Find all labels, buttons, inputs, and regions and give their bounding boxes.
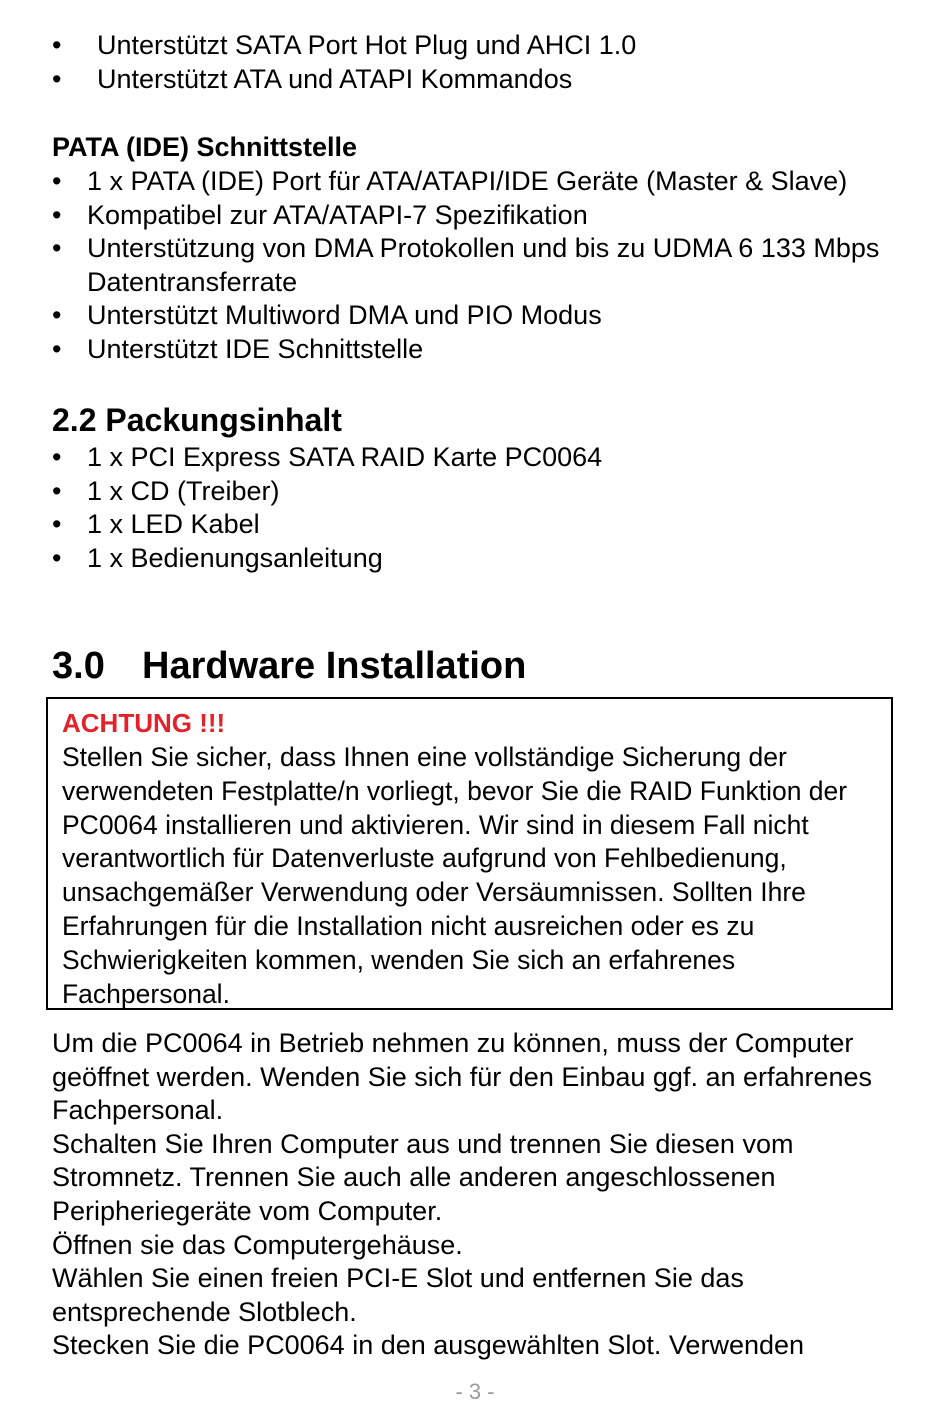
bullet-icon: •: [52, 333, 62, 364]
warning-box: [46, 697, 893, 1010]
bullet-icon: •: [52, 166, 62, 196]
list-item: [52, 441, 912, 475]
section-title: Hardware Installation: [142, 645, 527, 687]
list-item: [52, 232, 912, 299]
list-item-text: Unterstützt IDE Schnittstelle: [87, 333, 424, 364]
bullet-icon: •: [52, 300, 62, 331]
list-item: [52, 63, 912, 97]
installation-instructions: [52, 1027, 922, 1363]
bullet-icon: •: [52, 475, 62, 506]
package-contents-heading: 2.2 Packungsinhalt: [52, 402, 342, 438]
bullet-icon: •: [52, 30, 62, 60]
section-number: 3.0: [52, 645, 105, 687]
bullet-icon: •: [52, 509, 62, 540]
list-item-text: 1 x LED Kabel: [87, 509, 260, 540]
list-item-text: Unterstützt SATA Port Hot Plug und AHCI 1.0: [97, 30, 637, 60]
bullet-icon: •: [52, 233, 62, 264]
list-item-text: 1 x PATA (IDE) Port für ATA/ATAPI/IDE Geräte (Master & Slave): [87, 166, 848, 196]
paragraph: Wählen Sie einen freien PCI-E Slot und entfernen Sie das entsprechende Slotblech.: [52, 1263, 744, 1327]
list-item-text: 1 x CD (Treiber): [87, 475, 280, 506]
list-item: [52, 299, 912, 333]
sata-feature-list: [52, 29, 912, 96]
list-item: [52, 333, 912, 367]
bullet-icon: •: [52, 542, 62, 573]
list-item-text: Unterstützt ATA und ATAPI Kommandos: [97, 63, 573, 94]
page-number: - 3 -: [455, 1379, 495, 1404]
list-item: [52, 475, 912, 509]
list-item: [52, 542, 912, 576]
paragraph: Schalten Sie Ihren Computer aus und trennen Sie diesen vom Stromnetz. Trennen Sie auch alle anderen angeschlossenen Peripheriegeräte vom Computer.: [52, 1128, 794, 1226]
bullet-icon: •: [52, 63, 62, 94]
list-item-text: Unterstützung von DMA Protokollen und bis zu UDMA 6 133 Mbps Datentransferrate: [87, 233, 880, 297]
hardware-installation-heading: [52, 643, 526, 689]
bullet-icon: •: [52, 442, 62, 472]
list-item-text: 1 x PCI Express SATA RAID Karte PC0064: [87, 442, 603, 472]
list-item: [52, 508, 912, 542]
pata-section-heading: PATA (IDE) Schnittstelle: [52, 132, 358, 162]
warning-text: Stellen Sie sicher, dass Ihnen eine vollständige Sicherung der verwendeten Festplatte/n vorliegt, bevor Sie die RAID Funktion der PC0064 installieren und aktivieren. Wir sind in diesem Fall nicht verantwortlich für Datenverluste aufgrund von Fehlbedienung, unsachgemäßer Verwendung oder Versäumnissen. Sollten Ihre Erfahrungen für die Installation nicht ausreichen oder es zu Schwierigkeiten kommen, wenden Sie sich an erfahrenes Fachpersonal.: [62, 742, 848, 1009]
paragraph: Öffnen sie das Computergehäuse.: [52, 1229, 463, 1260]
list-item-text: Unterstützt Multiword DMA und PIO Modus: [87, 300, 602, 331]
list-item: [52, 165, 912, 199]
list-item: [52, 199, 912, 233]
paragraph: Um die PC0064 in Betrieb nehmen zu können, muss der Computer geöffnet werden. Wenden Sie sich für den Einbau ggf. an erfahrenes Fachpersonal.: [52, 1028, 873, 1126]
bullet-icon: •: [52, 199, 62, 230]
package-contents-list: [52, 441, 912, 575]
pata-feature-list: [52, 165, 912, 367]
list-item-text: Kompatibel zur ATA/ATAPI-7 Spezifikation: [87, 199, 588, 230]
warning-title: ACHTUNG !!!: [62, 708, 226, 738]
paragraph: Stecken Sie die PC0064 in den ausgewählten Slot. Verwenden: [52, 1330, 805, 1361]
list-item-text: 1 x Bedienungsanleitung: [87, 542, 383, 573]
list-item: [52, 29, 912, 63]
